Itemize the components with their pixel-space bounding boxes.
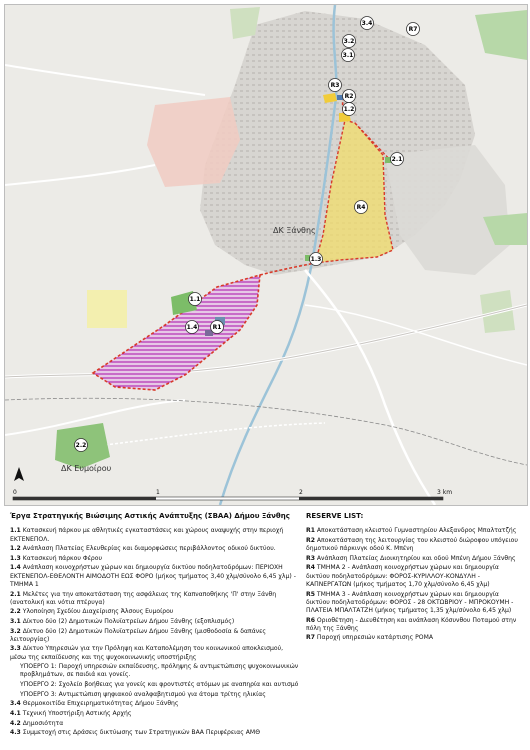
legend-project-text: Δίκτυο Υπηρεσιών για την Πρόληψη και Καταπολέμηση του κοινωνικού αποκλεισμού, μέσω της εκπαίδευσης και της ψυχοκοινωνικής υποστήριξης: [10, 645, 284, 661]
svg-text:1.3: 1.3: [310, 256, 322, 263]
legend-project-text: Συμμετοχή στις Δράσεις δικτύωσης των Στρατηγικών ΒΑΑ Περιφέρειας ΑΜΘ: [20, 729, 260, 737]
legend-project-code: 3.2: [10, 627, 21, 635]
legend-projects-items: [10, 527, 300, 661]
svg-text:1.2: 1.2: [343, 106, 355, 113]
legend-project-text: Θερμοκοιτίδα Επιχειρηματικότητας Δήμου Ξάνθης: [20, 700, 179, 708]
legend-reserve-item: [306, 564, 524, 589]
svg-text:R3: R3: [330, 82, 340, 89]
legend-projects-title: Έργα Στρατηγικής Βιώσιμης Αστικής Ανάπτυξης (ΣΒΑΑ) Δήμου Ξάνθης: [10, 512, 290, 520]
legend-reserve-code: R2: [306, 537, 315, 545]
legend-reserve-title: RESERVE LIST:: [306, 512, 364, 520]
svg-text:1.1: 1.1: [189, 296, 201, 303]
legend-project-item: [10, 710, 300, 718]
svg-text:3.4: 3.4: [361, 20, 373, 27]
legend-project-text: Δίκτυο δύο (2) Δημοτικών Πολυϊατρείων Δήμου Ξάνθης (μισθοδοσία & δαπάνες λειτουργίας): [10, 627, 267, 643]
legend-project-item: [10, 555, 300, 563]
legend-reserve-code: R6: [306, 616, 315, 624]
scale-tick-0: 0: [13, 489, 17, 496]
marker-r2[interactable]: [343, 90, 356, 103]
legend-project-item: [10, 618, 300, 626]
legend-project-item: [10, 700, 300, 708]
legend-project-item: [10, 591, 300, 607]
legend-reserve-item: [306, 537, 524, 553]
legend-reserve-item: [306, 591, 524, 616]
legend-reserve-text: Ανάπλαση Πλατείας Διοικητηρίου και οδού Μπένη Δήμου Ξάνθης: [314, 554, 516, 562]
marker-r4[interactable]: [355, 201, 368, 214]
legend-reserve-item: [306, 617, 524, 633]
place-label-xanthi: ΔΚ Ξάνθης: [273, 226, 316, 235]
legend-project-code: 4.2: [10, 719, 21, 727]
marker-3-1[interactable]: [342, 49, 355, 62]
legend-project-text: Κατασκευή πάρκου με αθλητικές εγκαταστάσεις και χώρους αναψυχής στην περιοχή ΕΚΤΕΝΕΠΟΛ.: [10, 527, 284, 543]
place-label-evmoiro: ΔΚ Ευμοίρου: [61, 464, 112, 473]
legend-project-text: Δίκτυο δύο (2) Δημοτικών Πολυϊατρείων Δήμου Ξάνθης (εξοπλισμός): [20, 617, 235, 625]
marker-r1[interactable]: [211, 321, 224, 334]
scale-tick-2: 2: [299, 489, 303, 496]
map-canvas[interactable]: [4, 4, 528, 506]
legend-reserve-text: ΤΜΗΜΑ 3 - Ανάπλαση κοινοχρήστων χώρων και δημιουργία δικτύου ποδηλατοδρόμων: ΦΟΡΟΣ - 28 ΟΚΤΩΒΡΙΟΥ - ΜΠΡΟΚΟΥΜΗ - ΠΛΑΤΕΙΑ ΜΠΑΛΤΑΤΖΗ (μήκος τμήματος 1,35 χλμ/σύνολο 6,45 χλμ): [306, 590, 514, 614]
legend-project-item: [10, 564, 300, 589]
marker-3-4[interactable]: [361, 17, 374, 30]
marker-1-3[interactable]: [310, 253, 323, 266]
scale-tick-1: 1: [156, 489, 160, 496]
legend-project-item: [10, 608, 300, 616]
legend-reserve-text: Αποκατάσταση της λειτουργίας του κλειστού διώροφου υπόγειου δημοτικού πάρκινγκ οδού Κ. Μπένη: [306, 537, 518, 553]
legend-project-text: Μελέτες για την αποκατάσταση της ασφάλειας της Καπναποθήκης 'Π' στην Ξάνθη (ανατολική και νότια πτέρυγα): [10, 590, 277, 606]
legend-reserve-text: Παροχή υπηρεσιών κατάρτισης ΡΟΜΑ: [314, 634, 434, 642]
marker-3-2[interactable]: [343, 35, 356, 48]
legend-project-text: Ανάπλαση κοινοχρήστων χώρων και δημιουργία δικτύου ποδηλατοδρόμων: ΠΕΡΙΟΧΗ ΕΚΤΕΝΕΠΟΛ-ΕΘΕΛΟΝΤΗ ΑΙΜΟΔΟΤΗ ΕΩΣ ΦΟΡΟ (μήκος τμήματος 3,40 χλμ/σύνολο 6,45 χλμ) - ΤΜΗΜΑ 1: [10, 564, 296, 588]
legend-reserve-text: ΤΜΗΜΑ 2 - Ανάπλαση κοινοχρήστων χώρων και δημιουργία δικτύου ποδηλατοδρόμων: ΦΟΡΟΣ-ΚΥΡΙΛΛΟΥ-ΚΟΝΔΥΛΗ - ΚΑΠΝΕΡΓΑΤΩΝ (μήκος τμήματος 1,70 χλμ/σύνολο 6,45 χλμ): [306, 564, 499, 588]
svg-text:R7: R7: [408, 26, 418, 33]
svg-text:3.1: 3.1: [342, 52, 354, 59]
marker-2-2[interactable]: [75, 439, 88, 452]
legend-project-text: Ανάπλαση Πλατείας Ελευθερίας και διαμορφώσεις περιβάλλοντος οδικού δικτύου.: [20, 545, 276, 553]
legend-reserve-item: [306, 634, 524, 642]
legend-reserve-code: R7: [306, 634, 315, 642]
legend-subproject-item: ΥΠΟΕΡΓΟ 3: Αντιμετώπιση ψηφιακού αναλφαβητισμού για άτομα τρίτης ηλικίας: [20, 690, 266, 698]
legend-project-code: 3.4: [10, 700, 21, 708]
legend-project-text: Δημοσιότητα: [20, 719, 64, 727]
legend-project-code: 1.4: [10, 564, 21, 572]
svg-text:R4: R4: [356, 204, 366, 211]
legend-project-code: 2.2: [10, 608, 21, 616]
legend-project-item: [10, 527, 300, 543]
scale-tick-3: 3 km: [437, 489, 453, 496]
legend-reserve-text: Οριοθέτηση - Διευθέτηση και ανάπλαση Κόσυνθου Ποταμού στην πόλη της Ξάνθης: [306, 616, 517, 632]
legend-reserve-items: [306, 527, 524, 642]
svg-text:2.2: 2.2: [75, 442, 87, 449]
legend-reserve-code: R5: [306, 590, 315, 598]
legend-project-item: [10, 729, 300, 737]
legend-subproject-item: ΥΠΟΕΡΓΟ 1: Παροχή υπηρεσιών εκπαίδευσης, πρόληψης & αντιμετώπισης ψυχοκοινωνικών προβλημάτων, σε παιδιά και γονείς.: [20, 663, 299, 679]
legend-project-code: 4.1: [10, 709, 21, 717]
legend-project-text: Κατασκευή πάρκου Φέρου: [20, 554, 103, 562]
legend-reserve-text: Αποκατάσταση κλειστού Γυμναστηρίου Αλεξανδρος Μπαλτατζής: [314, 527, 517, 535]
yellow-patch-west: [87, 290, 127, 328]
legend-project-code: 2.1: [10, 590, 21, 598]
legend-project-code: 1.2: [10, 545, 21, 553]
legend-projects-items-after: [10, 700, 300, 737]
marker-r7[interactable]: [407, 23, 420, 36]
svg-text:R2: R2: [344, 93, 354, 100]
svg-text:2.1: 2.1: [391, 156, 403, 163]
marker-1-1[interactable]: [189, 293, 202, 306]
legend-reserve-code: R1: [306, 527, 315, 535]
legend-projects: [10, 512, 300, 739]
marker-1-2[interactable]: [343, 103, 356, 116]
legend-project-code: 3.3: [10, 645, 21, 653]
marker-1-4[interactable]: [186, 321, 199, 334]
legend-project-code: 1.1: [10, 527, 21, 535]
legend-reserve-code: R3: [306, 554, 315, 562]
legend-project-text: Τεχνική Υποστήριξη Αστικής Αρχής: [20, 709, 132, 717]
parking-r2: [337, 95, 343, 100]
svg-text:R1: R1: [212, 324, 222, 331]
legend-project-code: 1.3: [10, 554, 21, 562]
legend-projects-subitems: [10, 663, 300, 699]
legend-project-code: 4.3: [10, 729, 21, 737]
legend-project-item: [10, 720, 300, 728]
marker-2-1[interactable]: [391, 153, 404, 166]
legend-project-item: [10, 545, 300, 553]
map-svg: [5, 5, 527, 505]
legend-reserve-code: R4: [306, 564, 315, 572]
legend-reserve: [306, 512, 524, 644]
legend-project-item: [10, 645, 300, 661]
svg-text:3.2: 3.2: [343, 38, 355, 45]
legend-project-code: 3.1: [10, 617, 21, 625]
svg-text:1.4: 1.4: [186, 324, 198, 331]
legend-reserve-item: [306, 555, 524, 563]
legend-reserve-item: [306, 527, 524, 535]
marker-r3[interactable]: [329, 79, 342, 92]
legend-subproject-item: ΥΠΟΕΡΓΟ 2: Σχολείο βοήθειας για γονείς και φροντιστές ατόμων με αναπηρία και αυτισμό: [20, 681, 299, 689]
legend-project-text: Υλοποίηση Σχεδίου Διαχείρισης Άλσους Ευμοίρου: [20, 608, 174, 616]
legend-project-item: [10, 628, 300, 644]
